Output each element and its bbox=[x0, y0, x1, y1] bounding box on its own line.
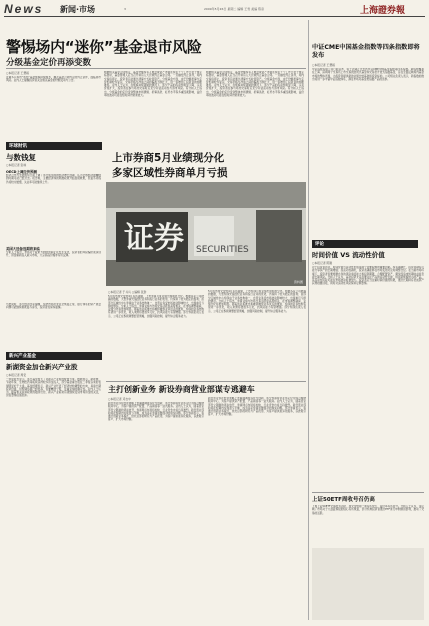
photo-caption: 资料图 bbox=[293, 280, 303, 284]
bottom-headline: 主打创新业务 新设券商营业部谋专逃避车 bbox=[108, 385, 255, 394]
commentary-body: 对于投资者而言，时间价值与流动性价值是两个需要权衡的重要因素。持有期越长，投资者越有可能分享资产的长期增值；而流动性越好，投资者越能够在市场变化时及时调整仓位。在当前市场环境下，投资者需要根据自身的风险承受能力和投资期限，合理配置资产，避免因追求短期收益而忽视长期风险。分析人士认为，基金投资尤其需要关注产品的流动性安排，特别是规模较小的产品，其流动性风险可能在市场波动时被放大。投资者应当注重时间价值的积累，通过长期持有优质资产获得稳健回报，同时对流动性风险保持足够警惕。 bbox=[312, 266, 424, 286]
masthead-section: 新闻·市场 bbox=[60, 5, 96, 14]
weekly-body: 上周上证50ETF交易较为活跃，成交量较前一周有所放大，溢价率有所回升。分析人士认为，这反映了市场对于大盘蓝筹股的信心有所恢复，部分机构投资者通过ETF进行申购赎回套利，推动了交易的活跃。 bbox=[312, 505, 424, 515]
feature-photo bbox=[106, 182, 306, 286]
feature-body-col1: 5月股市成交量较4月有所萎缩，上市券商月度业绩出现明显分化。根据各家公司披露的数据，大型券商凭借经纪业务和投行业务的优势，仍保持了较为稳定的盈利；而部分区域性中小券商由于业务结构单一，自营业务受市场波动影响较大，出现单月亏损的情况。分析人士指出，券商业绩与市场交易活跃度高度相关，在市场调整期间，业绩分化将更加明显。随着创业板推出和融资融券业务试点的推进，券商的业务结构有望进一步优化，收入来源将更加多元化，抗风险能力有望增强。部分券商负责人表示，公司正在积极调整经营策略，加强风险控制，提升综合服务能力。 bbox=[108, 295, 204, 318]
global-byline: ○本报记者 张咏 bbox=[6, 163, 27, 167]
lead-headline: 警惕场内“迷你”基金退市风险 bbox=[6, 38, 202, 56]
emerging-body: 一季度报告显示，部分基金加大了对新兴产业股的配置力度。数据显示，新能源、节能环保、生物医药等板块获得较多资金流入，部分基金重仓股在二季度以来的表现明显好于大盘。基金经理表示，新兴产业代表了经济结构调整的方向，具备长期投资价值，但短期估值已经较高，需要精选个股，注重业绩的确定性。业内人士认为，随着相关扶持政策的陆续出台，新兴产业板块有望继续受到市场资金的关注，但需警惕估值泡沫。 bbox=[6, 378, 101, 398]
bottom-body-col2: 新设营业部在经营策略上普遍强调差异化与创新，部分券商将营业部定位为综合理财服务中心，为客户提供资产配置、产品销售等一站式服务。业内人士认为，随着营业部设立限制的逐步放开，券商网点布局将加快，行业竞争也将日趋激烈。新设营业部如何在短期内实现盈亏平衡，成为各家券商需要面对的现实问题。部分券商表示，将通过创新业务模式，依托总部的研究与产品优势，为客户提供差异化服务，以此吸引客户、扩大市场份额。 bbox=[208, 397, 306, 417]
right-top-byline: ○本报记者 王慧娟 bbox=[312, 63, 335, 67]
commentary-headline: 时间价值 VS 流动性价值 bbox=[312, 251, 385, 259]
global-body-1: 经济合作与发展组织日前上调了部分成员国的经济增长预期，认为全球经济最糟糕的时期可能已经过去。报告称，主要经济体的刺激政策开始显现效果，但复苏进程仍将较为缓慢，失业率可能继续上升。 bbox=[6, 174, 101, 184]
bottom-body-col1: 新设营业部在经营策略上普遍强调差异化与创新，部分券商将营业部定位为综合理财服务中心，为客户提供资产配置、产品销售等一站式服务。业内人士认为，随着营业部设立限制的逐步放开，券商网点布局将加快，行业竞争也将日趋激烈。新设营业部如何在短期内实现盈亏平衡，成为各家券商需要面对的现实问题。部分券商表示，将通过创新业务模式，依托总部的研究与产品优势，为客户提供差异化服务，以此吸引客户、扩大市场份额。 bbox=[108, 402, 204, 422]
column-divider bbox=[308, 20, 309, 620]
bottom-byline: ○本报记者 邓吉中 bbox=[108, 397, 131, 401]
svg-text:证券: 证券 bbox=[124, 221, 184, 256]
global-subhead-2: 美国大选备选期将来临 bbox=[6, 247, 40, 251]
masthead-info: 2009年5月26日 星期二 编辑 王雪 美编 陈彦 bbox=[204, 7, 265, 11]
lead-intro: 近期多只场内“迷你”基金规模持续缩水，触及基金合同约定的终止条件，面临退市风险。业内人士提醒投资者关注相关基金的份额变动与公告。 bbox=[6, 76, 101, 83]
right-top-body: 中证指数有限公司日前宣布，将于近期正式发布中证CME中国基金指数等四条指数。新指数覆盖在上海、深圳两个交易所上市交易的封闭式基金和交易型开放式指数基金，旨在全面反映场内基金市场的整体表现，为投资者提供新的业绩比较基准和投资标的。公司相关负责人表示，新指数的推出将进一步丰富中证指数体系，满足市场对基金类指数产品的需求。 bbox=[312, 68, 424, 81]
masthead-logo: 上海證券報 bbox=[360, 6, 406, 16]
lead-body-col2: 根据相关基金合同规定，基金份额持有人数量或资产净值连续若干个工作日低于规定标准时，基金管理人应当召开持有人大会或终止基金合同。一旦触发终止条件，场内交易将停止，投资者只能通过清算方式收回资产。分级基金方面，由于份额折算与定价机制较为复杂，交易价格与净值之间的偏离不断扩大，进一步增加了投资者的判断难度。业内人士认为，在规模持续萎缩的情况下，部分产品的流动性明显下降，买卖价差扩大，投资者在参与场内交易时应充分评估流动性与退市风险。有分析人士指出，分级基金的定价受到整体市场情绪、折算条款、杠杆水平等多重因素影响，溢价率的波动可能在短时间内快速放大。 bbox=[104, 71, 202, 98]
masthead-page: 3 bbox=[124, 7, 126, 11]
masthead-news: News bbox=[4, 2, 44, 16]
weekly-ad-box bbox=[312, 548, 424, 620]
emerging-byline: ○本报记者 周宏 bbox=[6, 373, 27, 377]
section-header-emerging: 新兴产业基金 bbox=[6, 352, 102, 360]
lead-rule bbox=[6, 68, 306, 69]
global-body-3: 与此同时，部分经济学家提醒，信贷市场仍未完全恢复正常，银行体系的资产质量问题可能继续拖累复苏步伐，投资者需保持谨慎。 bbox=[6, 303, 101, 310]
feature-headline-2: 多家区域性券商单月亏损 bbox=[112, 167, 228, 179]
global-subhead-1: OECD上调经济预测 bbox=[6, 170, 37, 174]
lead-byline: ○本报记者 王慧娟 bbox=[6, 71, 29, 75]
global-body-2: 分析人士指出，市场对于政策方向的预期正在发生变化，投资者的风险偏好逐步回升，资金重新流入新兴市场，大宗商品价格亦有所反弹。 bbox=[6, 251, 101, 258]
feature-headline-1: 上市券商5月业绩现分化 bbox=[112, 152, 225, 164]
svg-text:SECURITIES: SECURITIES bbox=[196, 245, 249, 255]
feature-byline: ○本报记者 于兵兵 ○编辑 张劲 bbox=[108, 290, 147, 294]
weekly-headline: 上证50ETF周收号召仍高 bbox=[312, 497, 375, 503]
section-header-commentary: 评论 bbox=[312, 240, 418, 248]
global-headline: 与数钱复 bbox=[6, 153, 36, 162]
lead-body-col3: 根据相关基金合同规定，基金份额持有人数量或资产净值连续若干个工作日低于规定标准时，基金管理人应当召开持有人大会或终止基金合同。一旦触发终止条件，场内交易将停止，投资者只能通过清算方式收回资产。分级基金方面，由于份额折算与定价机制较为复杂，交易价格与净值之间的偏离不断扩大，进一步增加了投资者的判断难度。业内人士认为，在规模持续萎缩的情况下，部分产品的流动性明显下降，买卖价差扩大，投资者在参与场内交易时应充分评估流动性与退市风险。有分析人士指出，分级基金的定价受到整体市场情绪、折算条款、杠杆水平等多重因素影响，溢价率的波动可能在短时间内快速放大。 bbox=[206, 71, 304, 98]
securities-sign-image bbox=[106, 182, 306, 286]
masthead bbox=[4, 2, 425, 17]
emerging-headline: 新湖资金加仓新兴产业股 bbox=[6, 363, 78, 371]
weekly-rule bbox=[312, 492, 424, 493]
lead-subtitle: 分级基金定价再添变数 bbox=[6, 58, 92, 68]
bottom-rule bbox=[106, 381, 306, 382]
commentary-byline: ○本报记者 陈刚 bbox=[312, 261, 333, 265]
section-header-global: 环球财讯 bbox=[6, 142, 102, 150]
feature-body-col2: 5月股市成交量较4月有所萎缩，上市券商月度业绩出现明显分化。根据各家公司披露的数据，大型券商凭借经纪业务和投行业务的优势，仍保持了较为稳定的盈利；而部分区域性中小券商由于业务结构单一，自营业务受市场波动影响较大，出现单月亏损的情况。分析人士指出，券商业绩与市场交易活跃度高度相关，在市场调整期间，业绩分化将更加明显。随着创业板推出和融资融券业务试点的推进，券商的业务结构有望进一步优化，收入来源将更加多元化，抗风险能力有望增强。部分券商负责人表示，公司正在积极调整经营策略，加强风险控制，提升综合服务能力。 bbox=[208, 290, 306, 313]
right-top-headline: 中证CME中国基金指数等四条指数即将发布 bbox=[312, 44, 420, 59]
